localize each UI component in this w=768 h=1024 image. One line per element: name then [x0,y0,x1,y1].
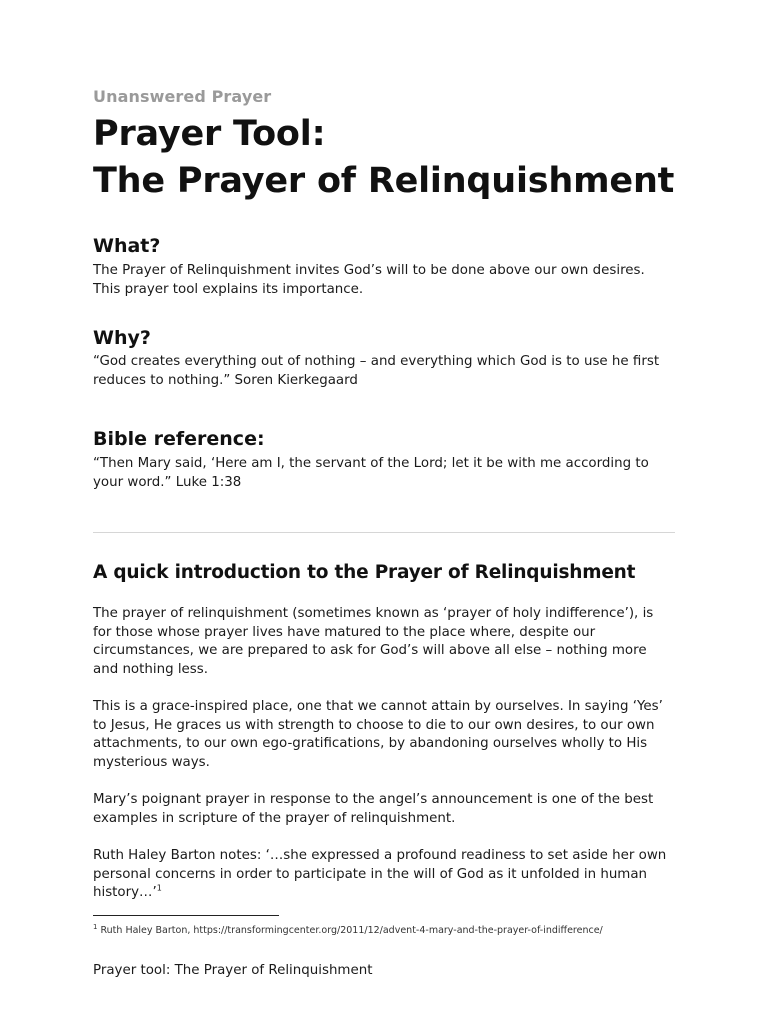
paragraph-line: to Jesus, He graces us with strength to choose to die to our own desires, to our own [93,717,655,733]
paragraph-line: attachments, to our own ego-gratifications, by abandoning ourselves wholly to His [93,736,648,751]
paragraph-line: circumstances, we are prepared to ask for God’s will above all else – nothing more [93,643,647,658]
intro-heading: A quick introduction to the Prayer of Relinquishment [93,562,636,583]
paragraph-line: mysterious ways. [93,754,210,770]
what-text-line: This prayer tool explains its importance. [93,281,364,297]
footnote-divider [93,915,279,916]
footnote [93,923,603,936]
paragraph-line-last [93,884,683,903]
paragraph-line: The prayer of relinquishment (sometimes known as ‘prayer of holy indifference’), is [93,606,654,621]
intro-paragraph-4 [93,847,683,903]
paragraph-line: personal concerns in order to participate in the will of God as it unfolded in human [93,866,648,882]
why-text-line: reduces to nothing.” Soren Kierkegaard [93,372,358,388]
paragraph-line: Ruth Haley Barton notes: ‘…she expressed a profound readiness to set aside her own [93,848,667,863]
section-kicker: Unanswered Prayer [93,87,272,106]
paragraph-line: Mary’s poignant prayer in response to the angel’s announcement is one of the best [93,792,654,807]
bible-text-line: “Then Mary said, ‘Here am I, the servant of the Lord; let it be with me according to [93,456,649,471]
why-text-line: “God creates everything out of nothing – and everything which God is to use he first [93,354,660,369]
intro-paragraph-1 [93,605,683,679]
page-footer: Prayer tool: The Prayer of Relinquishment [93,963,373,978]
why-text [93,353,683,390]
title-line-2: The Prayer of Relinquishment [93,161,675,201]
footnote-reference[interactable]: 1 [156,883,162,893]
paragraph-line: for those whose prayer lives have matured to the place where, despite our [93,624,596,640]
page-title [93,111,674,205]
title-line-1: Prayer Tool: [93,114,326,154]
paragraph-line-text: history…’ [93,885,157,900]
bible-heading: Bible reference: [93,428,265,450]
footnote-text[interactable]: Ruth Haley Barton, https://transformingcenter.org/2011/12/advent-4-mary-and-the-prayer-of-indifference/ [97,925,603,937]
bible-text-line: your word.” Luke 1:38 [93,474,242,490]
intro-paragraph-2 [93,698,683,772]
footnote-marker: 1 [93,923,98,931]
what-text [93,262,683,299]
what-text-line: The Prayer of Relinquishment invites God’s will to be done above our own desires. [93,263,645,278]
paragraph-line: examples in scripture of the prayer of relinquishment. [93,810,456,826]
intro-paragraph-3 [93,791,683,828]
bible-text [93,455,683,492]
paragraph-line: and nothing less. [93,661,208,677]
why-heading: Why? [93,327,151,349]
section-divider [93,532,675,533]
what-heading: What? [93,235,161,257]
paragraph-line: This is a grace-inspired place, one that we cannot attain by ourselves. In saying ‘Yes’ [93,699,663,714]
